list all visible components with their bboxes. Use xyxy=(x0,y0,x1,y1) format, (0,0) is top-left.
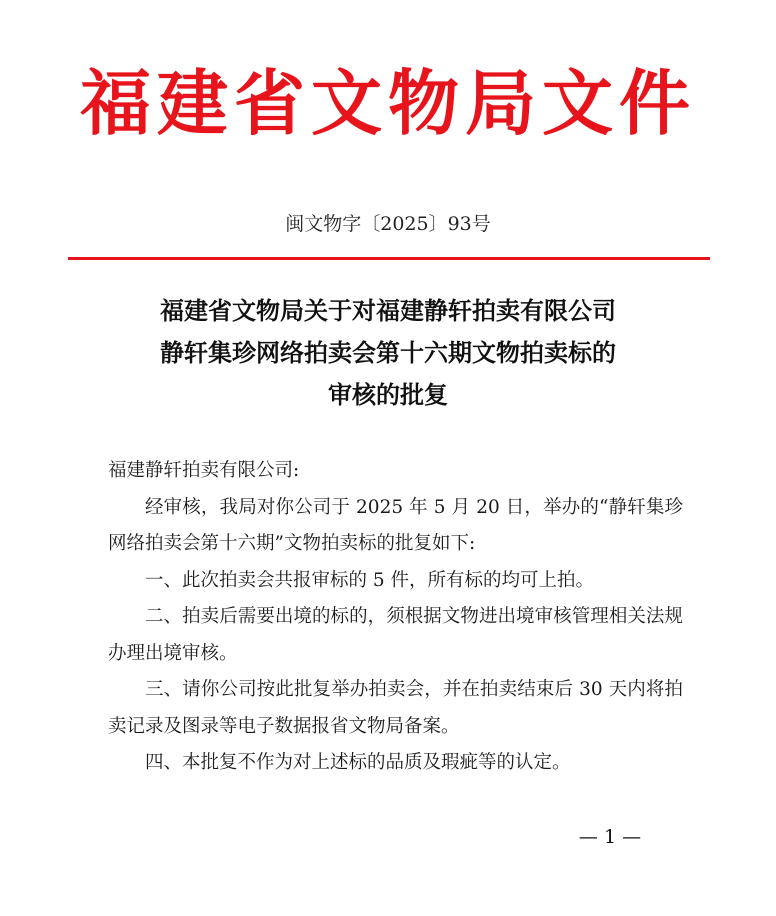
paragraph-item-4: 四、本批复不作为对上述标的品质及瑕疵等的认定。 xyxy=(145,752,571,773)
page-number: — 1 — xyxy=(578,826,642,848)
paragraph-item-1: 一、此次拍卖会共报审标的 5 件，所有标的均可上拍。 xyxy=(145,569,595,591)
paragraph-item-3: 三、请你公司按此批复举办拍卖会，并在拍卖结束后 30 天内将拍卖记录及图录等电子数据报省文物局备案。 xyxy=(108,679,683,737)
document-number: 闽文物字〔2025〕93号 xyxy=(285,213,491,235)
document-body xyxy=(108,453,683,782)
document-title xyxy=(60,290,716,416)
title-line-1: 福建省文物局关于对福建静轩拍卖有限公司 xyxy=(160,296,616,325)
red-divider-line xyxy=(68,257,710,260)
paragraph-intro: 经审核，我局对你公司于 2025 年 5 月 20 日，举办的“静轩集珍网络拍卖会第十六期”文物拍卖标的批复如下: xyxy=(108,496,683,554)
letterhead-title: 福建省文物局文件 xyxy=(79,61,696,145)
paragraph-item-2: 二、拍卖后需要出境的标的，须根据文物进出境审核管理相关法规办理出境审核。 xyxy=(108,606,683,664)
title-line-2: 静轩集珍网络拍卖会第十六期文物拍卖标的 xyxy=(160,338,616,367)
title-line-3: 审核的批复 xyxy=(328,380,448,409)
recipient-line: 福建静轩拍卖有限公司: xyxy=(108,460,300,481)
